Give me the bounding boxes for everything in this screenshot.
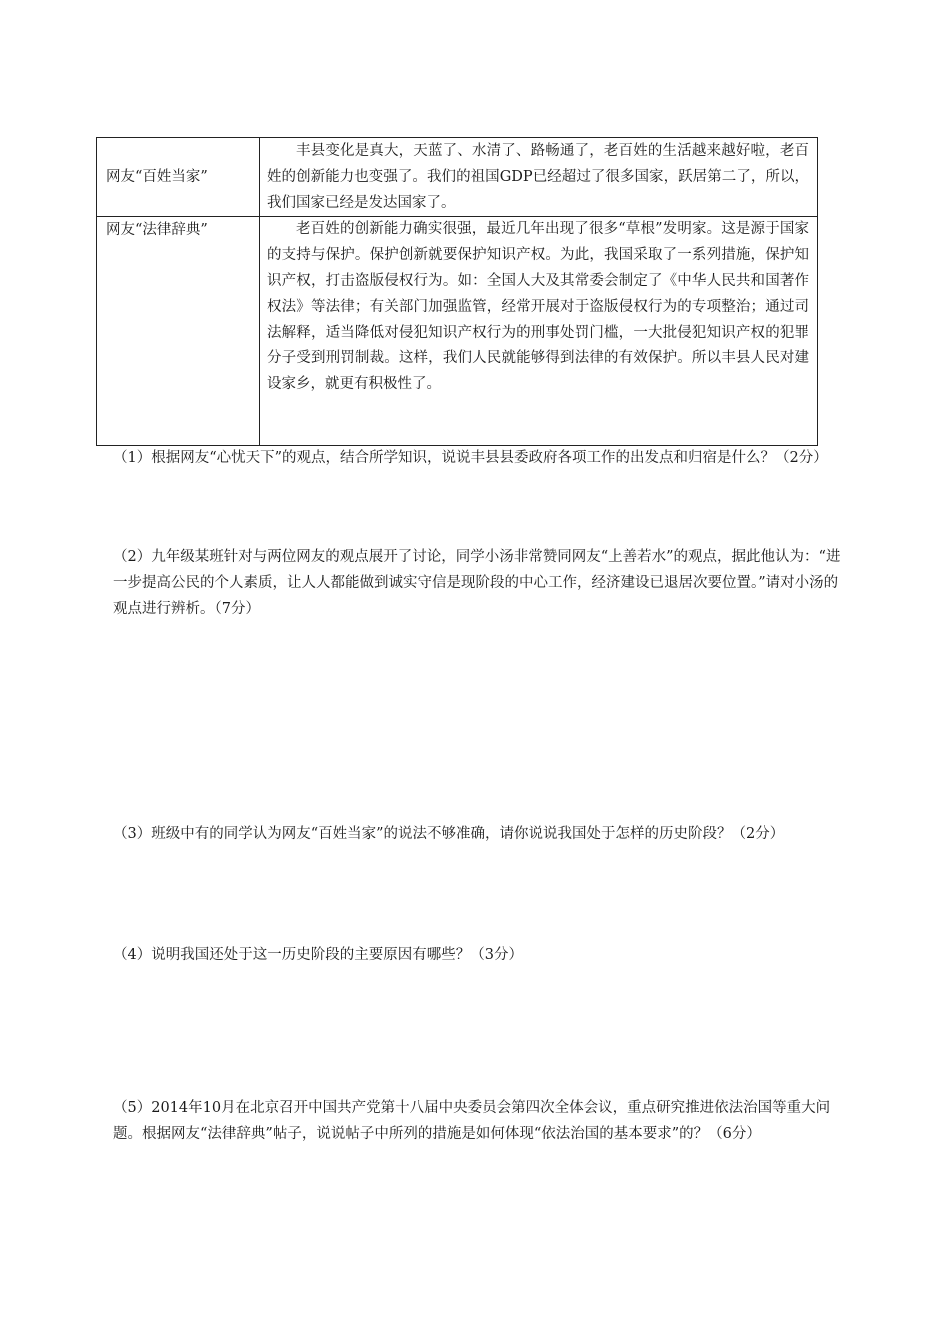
netizen-name: 网友“百姓当家”	[97, 138, 260, 217]
table-row	[97, 138, 818, 217]
question-2: （2）九年级某班针对与两位网友的观点展开了讨论，同学小汤非常赞同网友“上善若水”的观点，据此他认为：“进一步提高公民的个人素质，让人人都能做到诚实守信是现阶段的中心工作，经济建设已退居次要位置。”请对小汤的观点进行辨析。（7分）	[113, 549, 841, 617]
question-1: （1）根据网友“心忧天下”的观点，结合所学知识，说说丰县县委政府各项工作的出发点和归宿是什么？（2分）	[113, 450, 828, 466]
question-4: （4）说明我国还处于这一历史阶段的主要原因有哪些？（3分）	[113, 947, 523, 963]
netizen-name: 网友“法律辞典”	[97, 217, 260, 446]
post-content	[260, 217, 818, 446]
post-text: 老百姓的创新能力确实很强，最近几年出现了很多“草根”发明家。这是源于国家的支持与保护。保护创新就要保护知识产权。为此，我国采取了一系列措施，保护知识产权，打击盗版侵权行为。如：全国人大及其常委会制定了《中华人民共和国著作权法》等法律；有关部门加强监管，经常开展对于盗版侵权行为的专项整治；通过司法解释，适当降低对侵犯知识产权行为的刑事处罚门槛，一大批侵犯知识产权的犯罪分子受到刑罚制裁。这样，我们人民就能够得到法律的有效保护。所以丰县人民对建设家乡，就更有积极性了。	[267, 221, 809, 393]
table-row	[97, 217, 818, 446]
question-3: （3）班级中有的同学认为网友“百姓当家”的说法不够准确，请你说说我国处于怎样的历史阶段？（2分）	[113, 826, 785, 842]
question-5: （5）2014年10月在北京召开中国共产党第十八届中央委员会第四次全体会议，重点研究推进依法治国等重大问题。根据网友“法律辞典”帖子，说说帖子中所列的措施是如何体现“依法治国的基本要求”的？（6分）	[113, 1100, 831, 1142]
post-content	[260, 138, 818, 217]
netizen-posts-table	[96, 137, 818, 446]
post-text: 丰县变化是真大，天蓝了、水清了、路畅通了，老百姓的生活越来越好啦，老百姓的创新能力也变强了。我们的祖国GDP已经超过了很多国家，跃居第二了，所以，我们国家已经是发达国家了。	[267, 143, 809, 211]
